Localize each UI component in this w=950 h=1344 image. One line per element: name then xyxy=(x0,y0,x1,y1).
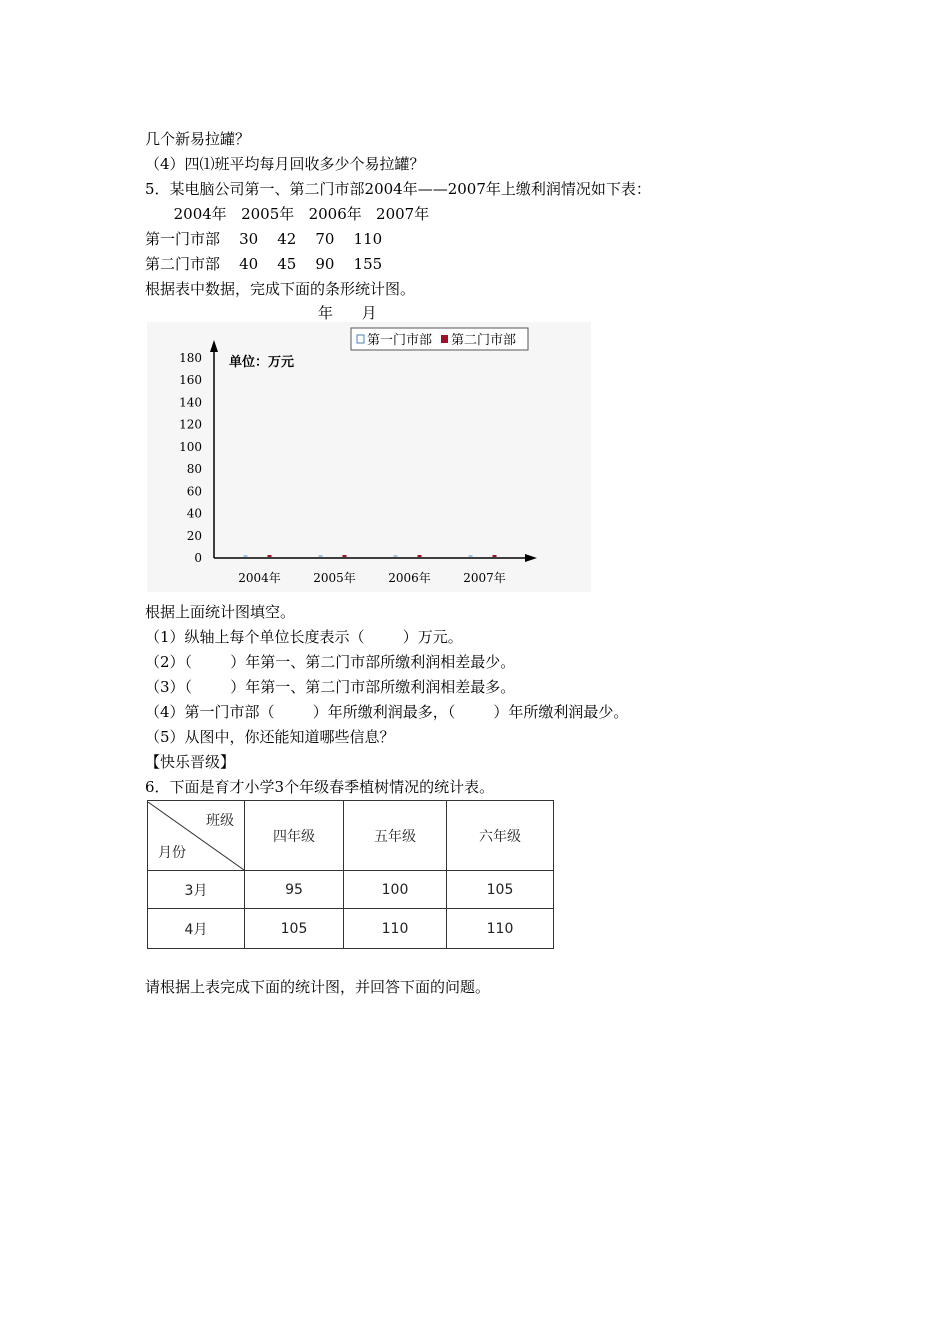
x-tick-label: 2006年 xyxy=(388,571,431,585)
table-header-grade-4: 四年级 xyxy=(245,801,344,871)
unit-label: 单位：万元 xyxy=(229,355,295,370)
y-tick-label: 120 xyxy=(179,417,202,432)
table-row xyxy=(148,871,554,909)
chart-legend xyxy=(351,328,528,350)
x-tick-label: 2004年 xyxy=(238,571,281,585)
table-row xyxy=(148,909,554,949)
table-header-grade-6: 六年级 xyxy=(447,801,554,871)
table-cell: 110 xyxy=(344,909,447,949)
section-title: 【快乐晋级】 xyxy=(145,753,236,771)
y-tick-label: 80 xyxy=(186,462,202,477)
y-tick-label: 180 xyxy=(179,351,202,365)
problem-6-title: 6．下面是育才小学3个年级春季植树情况的统计表。 xyxy=(145,778,495,796)
problem-5-title: 5．某电脑公司第一、第二门市部2004年——2007年上缴利润情况如下表： xyxy=(145,180,651,198)
table-cell: 110 xyxy=(447,909,554,949)
y-tick-label: 60 xyxy=(186,484,202,499)
question-5: （5）从图中，你还能知道哪些信息？ xyxy=(145,728,395,746)
table-cell: 100 xyxy=(344,871,447,909)
table-corner xyxy=(148,802,244,870)
chart-header-date: 年 月 xyxy=(318,304,377,322)
legend-label-store-1: 第一门市部 xyxy=(367,333,433,348)
x-tick-label: 2007年 xyxy=(463,571,506,585)
legend-swatch-store-2 xyxy=(441,335,448,343)
question-2: （2）（ ）年第一、第二门市部所缴利润相差最少。 xyxy=(145,653,516,671)
text-line-1: 几个新易拉罐？ xyxy=(145,130,251,148)
y-tick-label: 20 xyxy=(186,528,202,543)
table-header-grade-5: 五年级 xyxy=(344,801,447,871)
table-corner-cell xyxy=(148,801,245,871)
text-line-2: （4）四⑴班平均每月回收多少个易拉罐？ xyxy=(145,155,425,173)
table-cell: 105 xyxy=(447,871,554,909)
y-tick-label: 100 xyxy=(179,439,202,454)
corner-bottom-label: 月份 xyxy=(158,844,186,861)
question-3: （3）（ ）年第一、第二门市部所缴利润相差最多。 xyxy=(145,678,516,696)
table-cell: 105 xyxy=(245,909,344,949)
table-row-label: 3月 xyxy=(148,871,245,909)
legend-label-store-2: 第二门市部 xyxy=(451,333,517,348)
final-instruction: 请根据上表完成下面的统计图，并回答下面的问题。 xyxy=(145,978,491,996)
y-tick-label: 140 xyxy=(179,395,202,410)
table-header-row xyxy=(148,801,554,871)
chart-instruction: 根据表中数据，完成下面的条形统计图。 xyxy=(145,280,416,298)
data-table-header: 2004年 2005年 2006年 2007年 xyxy=(145,205,430,223)
y-tick-label: 40 xyxy=(186,506,202,521)
corner-top-label: 班级 xyxy=(206,812,234,829)
table-cell: 95 xyxy=(245,871,344,909)
question-1: （1）纵轴上每个单位长度表示（ ）万元。 xyxy=(145,628,463,646)
planting-table xyxy=(147,800,554,949)
question-intro: 根据上面统计图填空。 xyxy=(145,603,296,621)
legend-swatch-store-1 xyxy=(357,335,364,343)
data-row-store-1: 第一门市部 30 42 70 110 xyxy=(145,230,383,248)
question-4: （4）第一门市部（ ）年所缴利润最多，（ ）年所缴利润最少。 xyxy=(145,703,629,721)
data-row-store-2: 第二门市部 40 45 90 155 xyxy=(145,255,383,273)
table-row-label: 4月 xyxy=(148,909,245,949)
x-tick-label: 2005年 xyxy=(313,571,356,585)
bar-chart xyxy=(147,322,591,592)
y-tick-label: 0 xyxy=(194,551,202,565)
y-tick-label: 160 xyxy=(179,373,202,388)
